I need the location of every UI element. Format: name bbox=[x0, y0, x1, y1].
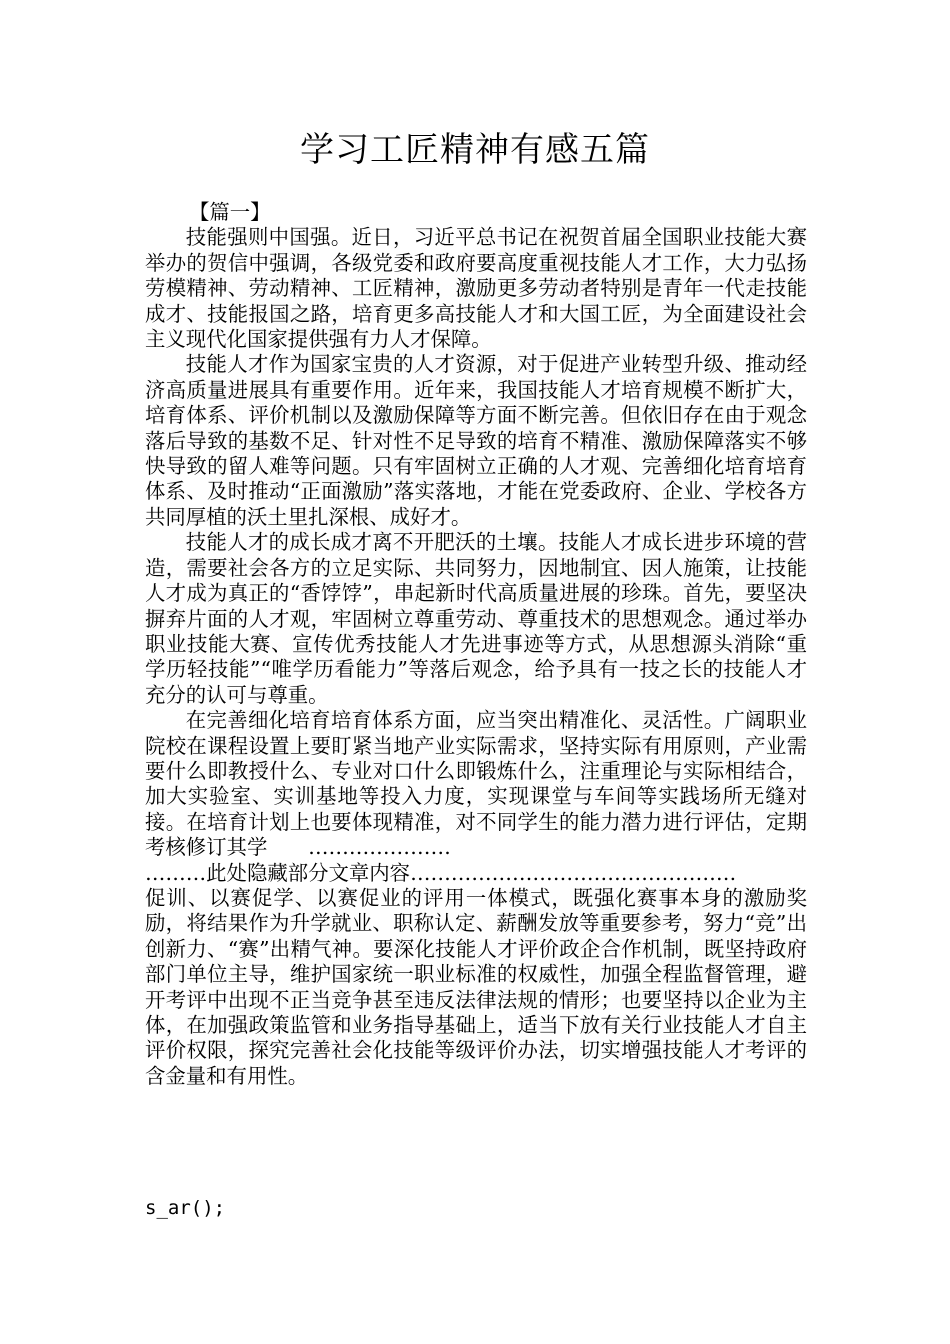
hidden-content-notice: ………此处隐藏部分文章内容………………………………………… bbox=[145, 860, 737, 885]
paragraph-3: 技能人才的成长成才离不开肥沃的土壤。技能人才成长进步环境的营造，需要社会各方的立足实际、共同努力，因地制宜、因人施策，让技能人才成为真正的“香饽饽”，串起新时代高质量进展的珍珠。首先，要坚决摒弃片面的人才观，牢固树立尊重劳动、尊重技术的思想观念。通过举办职业技能大赛、宣传优秀技能人才先进事迹等方式，从思想源头消除“重学历轻技能”“唯学历看能力”等落后观念，给予具有一技之长的技能人才充分的认可与尊重。 bbox=[145, 530, 807, 707]
script-fragment: s_ar(); bbox=[145, 1197, 226, 1219]
section-label: 【篇一】 bbox=[189, 200, 271, 224]
paragraph-1: 技能强则中国强。近日，习近平总书记在祝贺首届全国职业技能大赛举办的贺信中强调，各级党委和政府要高度重视技能人才工作，大力弘扬劳模精神、劳动精神、工匠精神，激励更多劳动者特别是青年一代走技能成才、技能报国之路，培育更多高技能人才和大国工匠，为全面建设社会主义现代化国家提供强有力人才保障。 bbox=[145, 225, 807, 352]
paragraph-continuation: 促训、以赛促学、以赛促业的评用一体模式，既强化赛事本身的激励奖励，将结果作为升学就业、职称认定、薪酬发放等重要参考，努力“竞”出创新力、“赛”出精气神。要深化技能人才评价政企合作机制，既坚持政府部门单位主导，维护国家统一职业标准的权威性，加强全程监督管理，避开考评中出现不正当竞争甚至违反法律法规的情形；也要坚持以企业为主体，在加强政策监管和业务指导基础上，适当下放有关行业技能人才自主评价权限，探究完善社会化技能等级评价办法，切实增强技能人才考评的含金量和有用性。 bbox=[145, 885, 807, 1088]
article-body bbox=[145, 200, 807, 1089]
page-title: 学习工匠精神有感五篇 bbox=[300, 130, 650, 170]
paragraph-2: 技能人才作为国家宝贵的人才资源，对于促进产业转型升级、推动经济高质量进展具有重要作用。近年来，我国技能人才培育规模不断扩大，培育体系、评价机制以及激励保障等方面不断完善。但依旧存在由于观念落后导致的基数不足、针对性不足导致的培育不精准、激励保障落实不够快导致的留人难等问题。只有牢固树立正确的人才观、完善细化培育培育体系、及时推动“正面激励”落实落地，才能在党委政府、企业、学校各方共同厚植的沃土里扎深根、成好才。 bbox=[145, 352, 807, 529]
paragraph-4: 在完善细化培育培育体系方面，应当突出精准化、灵活性。广阔职业院校在课程设置上要盯紧当地产业实际需求，坚持实际有用原则，产业需要什么即教授什么、专业对口什么即锻炼什么，注重理论与实际相结合，加大实验室、实训基地等投入力度，实现课堂与车间等实践场所无缝对接。在培育计划上也要体现精准，对不同学生的能力潜力进行评估，定期考核修订其学 ………………… bbox=[145, 708, 807, 860]
